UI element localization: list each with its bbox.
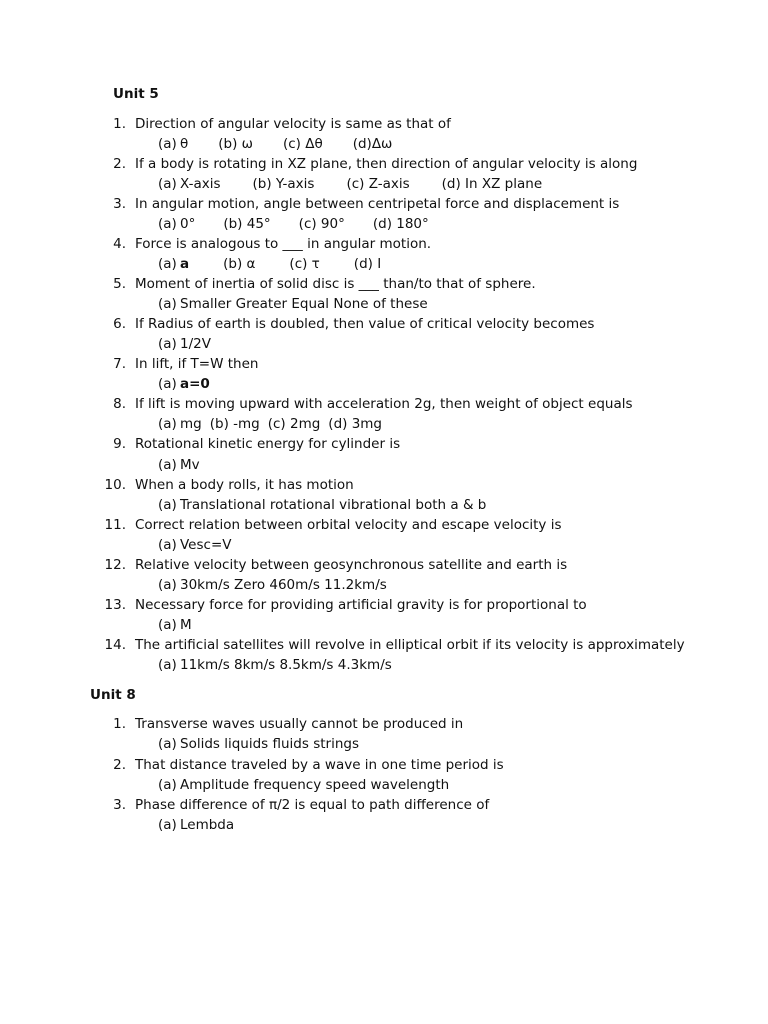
question-text: When a body rolls, it has motion [135, 477, 354, 493]
question-text: Transverse waves usually cannot be produced in [135, 716, 464, 732]
options: (a) Translational rotational vibrational both a & b [158, 497, 487, 513]
unit8-heading: Unit 8 [90, 687, 136, 703]
question-text: Correct relation between orbital velocity and escape velocity is [135, 517, 562, 533]
question-number: 1. [113, 716, 126, 732]
options: (a) θ (b) ω (c) Δθ (d)Δω [158, 136, 393, 152]
question-text: The artificial satellites will revolve in elliptical orbit if its velocity is approximately [135, 637, 685, 653]
options: (a) 0° (b) 45° (c) 90° (d) 180° [158, 216, 429, 232]
question-number: 7. [113, 356, 126, 372]
question-text: Phase difference of π/2 is equal to path difference of [135, 797, 490, 813]
question-text: That distance traveled by a wave in one time period is [135, 757, 504, 773]
question-text: Necessary force for providing artificial gravity is for proportional to [135, 597, 587, 613]
question-number: 5. [113, 276, 126, 292]
question-number: 1. [113, 116, 126, 132]
question-number: 14. [104, 637, 126, 653]
options: (a) 30km/s Zero 460m/s 11.2km/s [158, 577, 387, 593]
question-number: 13. [104, 597, 126, 613]
question-text: If Radius of earth is doubled, then value of critical velocity becomes [135, 316, 595, 332]
options: (a) a=0 [158, 376, 210, 392]
options: (a) Smaller Greater Equal None of these [158, 296, 428, 312]
options: (a) mg (b) -mg (c) 2mg (d) 3mg [158, 416, 383, 432]
question-number: 10. [104, 477, 126, 493]
question-number: 8. [113, 396, 126, 412]
question-text: Force is analogous to ___ in angular motion. [135, 236, 432, 252]
question-text: In angular motion, angle between centripetal force and displacement is [135, 196, 620, 212]
question-text: In lift, if T=W then [135, 356, 259, 372]
question-number: 6. [113, 316, 126, 332]
question-text: If lift is moving upward with acceleration 2g, then weight of object equals [135, 396, 633, 412]
options: (a) Vesc=V [158, 537, 232, 553]
question-number: 3. [113, 196, 126, 212]
options: (a) 11km/s 8km/s 8.5km/s 4.3km/s [158, 657, 392, 673]
options: (a) X-axis (b) Y-axis (c) Z-axis (d) In XZ plane [158, 176, 543, 192]
question-text: If a body is rotating in XZ plane, then direction of angular velocity is along [135, 156, 638, 172]
options: (a) 1/2V [158, 336, 211, 352]
question-number: 12. [104, 557, 126, 573]
question-text: Rotational kinetic energy for cylinder is [135, 436, 401, 452]
options: (a) Lembda [158, 817, 235, 833]
options: (a) Amplitude frequency speed wavelength [158, 777, 450, 793]
options: (a) a (b) α (c) τ (d) I [158, 256, 382, 272]
unit5-heading: Unit 5 [113, 86, 159, 102]
question-number: 9. [113, 436, 126, 452]
question-text: Moment of inertia of solid disc is ___ than/to that of sphere. [135, 276, 536, 292]
question-text: Direction of angular velocity is same as that of [135, 116, 451, 132]
question-number: 2. [113, 156, 126, 172]
question-number: 11. [104, 517, 126, 533]
question-text: Relative velocity between geosynchronous satellite and earth is [135, 557, 568, 573]
options: (a) Solids liquids fluids strings [158, 736, 359, 752]
options: (a) M [158, 617, 192, 633]
options: (a) Mv [158, 457, 200, 473]
question-number: 3. [113, 797, 126, 813]
question-number: 4. [113, 236, 126, 252]
question-number: 2. [113, 757, 126, 773]
